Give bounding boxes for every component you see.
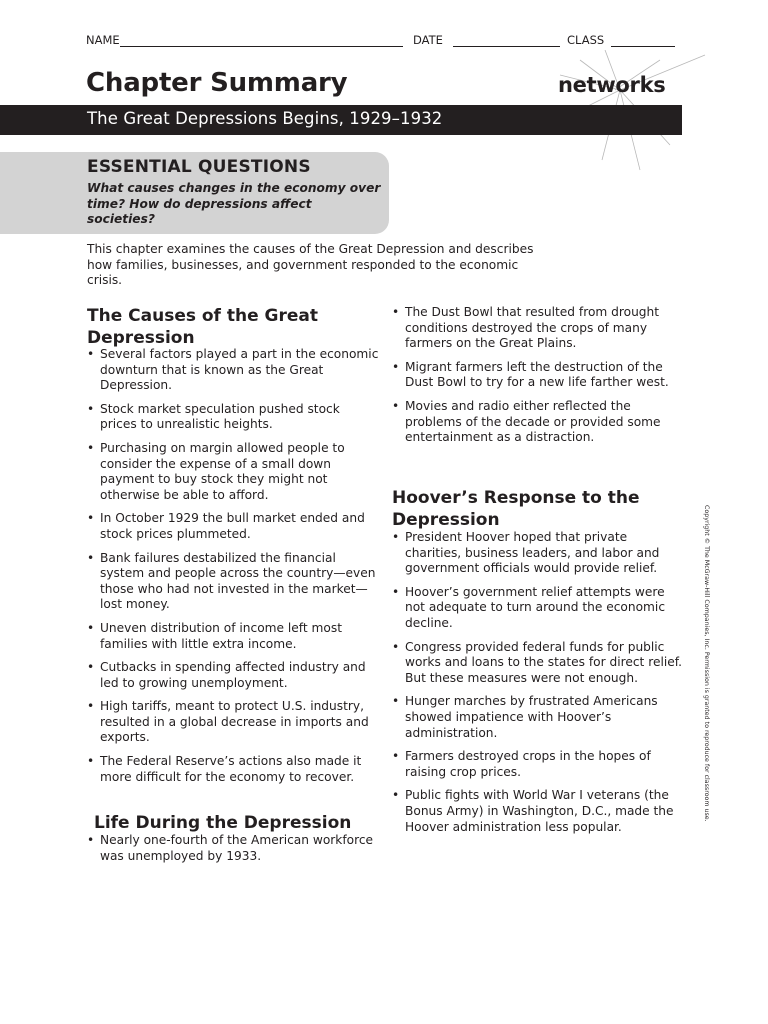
list-item: • High tariffs, meant to protect U.S. industry, resulted in a global decrease in imports and exports. xyxy=(87,699,379,746)
hoover-heading: Hoover’s Response to the Depression xyxy=(392,488,640,530)
lesson-title: The Great Depressions Begins, 1929–1932 xyxy=(87,109,443,128)
list-item: • Purchasing on margin allowed people to consider the expense of a small down payment to buy stock they might not otherwise be able to afford. xyxy=(87,441,379,503)
list-item: • Bank failures destabilized the financial system and people across the country—even those who had not invested in the market—lost money. xyxy=(87,551,379,613)
student-info-line xyxy=(86,33,682,49)
list-item: • Several factors played a part in the economic downturn that is known as the Great Depression. xyxy=(87,347,379,394)
class-label: CLASS xyxy=(567,33,605,47)
list-item: • Migrant farmers left the destruction of the Dust Bowl to try for a new life farther west. xyxy=(392,360,682,391)
list-item: • The Dust Bowl that resulted from drought conditions destroyed the crops of many farmers on the Great Plains. xyxy=(392,305,682,352)
life-list-part1 xyxy=(87,833,379,872)
list-item: • Nearly one-fourth of the American workforce was unemployed by 1933. xyxy=(87,833,379,864)
life-heading: Life During the Depression xyxy=(94,813,352,833)
date-label: DATE xyxy=(413,33,443,47)
causes-list xyxy=(87,347,379,793)
list-item: • Uneven distribution of income left most families with little extra income. xyxy=(87,621,379,652)
hoover-list xyxy=(392,530,682,843)
list-item: • Hoover’s government relief attempts were not adequate to turn around the economic decline. xyxy=(392,585,682,632)
list-item: • Cutbacks in spending affected industry and led to growing unemployment. xyxy=(87,660,379,691)
name-label: NAME xyxy=(86,33,120,47)
copyright-notice xyxy=(700,505,712,845)
list-item: • Hunger marches by frustrated Americans showed impatience with Hoover’s administration. xyxy=(392,694,682,741)
name-field[interactable] xyxy=(120,46,403,47)
copyright-text: Copyright © The McGraw-Hill Companies, Inc. Permission is granted to reproduce for classroom use. xyxy=(703,505,710,822)
list-item: • President Hoover hoped that private charities, business leaders, and labor and government officials would provide relief. xyxy=(392,530,682,577)
list-item: • Public fights with World War I veterans (the Bonus Army) in Washington, D.C., made the Hoover administration less popular. xyxy=(392,788,682,835)
list-item: • In October 1929 the bull market ended and stock prices plummeted. xyxy=(87,511,379,542)
list-item: • Farmers destroyed crops in the hopes of raising crop prices. xyxy=(392,749,682,780)
essential-questions-text: What causes changes in the economy over time? How do depressions affect societies? xyxy=(87,181,381,226)
chapter-title: Chapter Summary xyxy=(86,68,348,98)
list-item: • The Federal Reserve’s actions also made it more difficult for the economy to recover. xyxy=(87,754,379,785)
life-list-part2 xyxy=(392,305,682,454)
essential-questions-heading: ESSENTIAL QUESTIONS xyxy=(87,157,311,177)
date-field[interactable] xyxy=(453,46,560,47)
causes-heading: The Causes of the Great Depression xyxy=(87,306,319,348)
list-item: • Movies and radio either reflected the problems of the decade or provided some entertainment as a distraction. xyxy=(392,399,682,446)
list-item: • Stock market speculation pushed stock prices to unrealistic heights. xyxy=(87,402,379,433)
intro-paragraph: This chapter examines the causes of the Great Depression and describes how families, businesses, and government responded to the economic crisis. xyxy=(87,242,534,287)
networks-logo: networks xyxy=(558,73,666,97)
list-item: • Congress provided federal funds for public works and loans to the states for direct relief. But these measures were not enough. xyxy=(392,640,682,687)
class-field[interactable] xyxy=(611,46,675,47)
